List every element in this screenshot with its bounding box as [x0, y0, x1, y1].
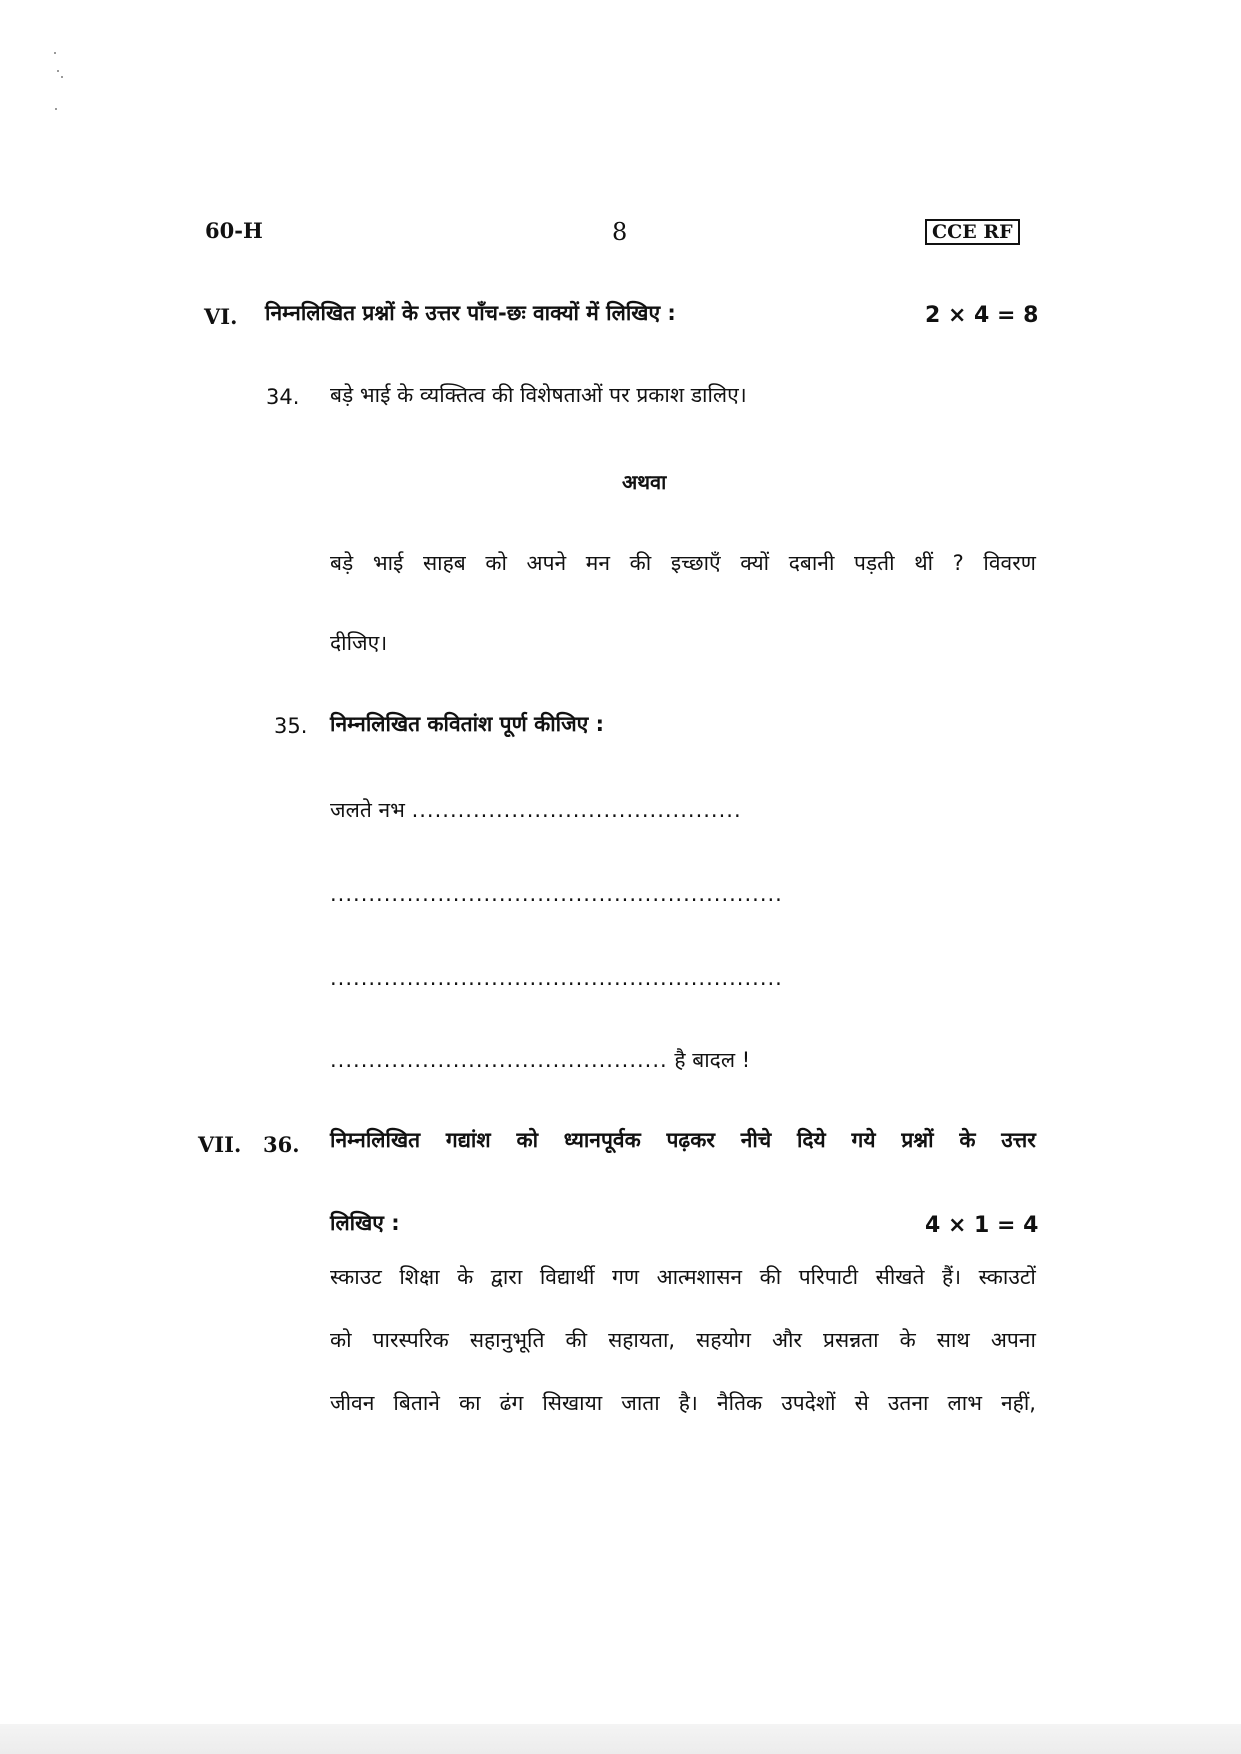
passage-line-3-word: उतना: [887, 1391, 929, 1415]
passage-line-1-word: स्काउटों: [978, 1265, 1036, 1289]
q34-alt-line1-word: ?: [952, 551, 964, 575]
q34-alt-line1-word: बड़े: [330, 551, 354, 575]
q36-instruction-line1: [330, 1130, 1036, 1151]
passage-line-3-word: उपदेशों: [781, 1391, 836, 1415]
passage-line-2-word: प्रसन्नता: [823, 1328, 879, 1352]
poem-line-1: [330, 800, 742, 821]
passage-line-3-word: से: [854, 1391, 869, 1415]
poem-line-4-end: है बादल !: [674, 1048, 751, 1072]
poem-line-1-start: जलते नभ: [330, 798, 405, 822]
passage-line-2-word: अपना: [990, 1328, 1036, 1352]
passage-line-3: [330, 1393, 1036, 1414]
poem-line-3-dots: ...........................................................: [330, 966, 783, 990]
passage-line-1-word: के: [457, 1265, 474, 1289]
passage-line-1-word: आत्मशासन: [656, 1265, 743, 1289]
section-vi-instruction: निम्नलिखित प्रश्नों के उत्तर पाँच-छः वाक्यों में लिखिए :: [265, 301, 676, 325]
q34-text: बड़े भाई के व्यक्तित्व की विशेषताओं पर प्रकाश डालिए।: [330, 383, 747, 407]
q36-instruction-line1-word: दिये: [796, 1128, 826, 1152]
section-vii-marks: 4 × 1 = 4: [925, 1213, 1039, 1238]
q35-text: निम्नलिखित कवितांश पूर्ण कीजिए :: [330, 712, 604, 736]
passage-line-1-word: की: [759, 1265, 782, 1289]
passage-line-3-word: बिताने: [393, 1391, 440, 1415]
q34-alt-line1-word: थीं: [914, 551, 934, 575]
series-badge: CCE RF: [925, 219, 1020, 245]
q34-or-label: अथवा: [622, 470, 667, 494]
q36-instruction-line1-word: नीचे: [740, 1128, 772, 1152]
poem-line-4: [330, 1050, 750, 1071]
passage-line-2-word: की: [565, 1328, 588, 1352]
section-vi-number: VI.: [204, 304, 238, 329]
passage-line-2-word: सहायता,: [608, 1328, 676, 1352]
passage-line-1: [330, 1267, 1036, 1288]
passage-line-2: [330, 1330, 1036, 1351]
q34-alt-line1: [330, 553, 1036, 574]
q36-instruction-line1-word: पढ़कर: [666, 1128, 715, 1152]
section-vii-number: VII.: [198, 1132, 242, 1157]
q34-alt-line1-word: क्यों: [740, 551, 770, 575]
passage-line-3-word: है।: [678, 1391, 698, 1415]
q34-alt-line1-word: साहब: [422, 551, 466, 575]
q34-alt-line1-word: को: [485, 551, 507, 575]
passage-line-2-word: पारस्परिक: [372, 1328, 449, 1352]
q34-alt-line1-word: पड़ती: [854, 551, 895, 575]
q36-instruction-line1-word: प्रश्नों: [901, 1128, 934, 1152]
q36-instruction-line1-word: निम्नलिखित: [330, 1128, 421, 1152]
passage-line-2-word: को: [330, 1328, 352, 1352]
poem-line-4-dots: ............................................: [330, 1048, 668, 1072]
passage-line-1-word: शिक्षा: [399, 1265, 440, 1289]
q34-alt-line1-word: मन: [585, 551, 611, 575]
passage-line-3-word: नहीं,: [1001, 1391, 1036, 1415]
poem-line-2-dots: ...........................................................: [330, 882, 783, 906]
passage-line-3-word: ढंग: [499, 1391, 524, 1415]
q36-instruction-line1-word: गद्यांश: [445, 1128, 491, 1152]
q34-alt-line1-word: दबानी: [788, 551, 835, 575]
passage-line-3-word: जीवन: [330, 1391, 375, 1415]
q34-alt-line1-word: विवरण: [983, 551, 1036, 575]
passage-line-2-word: सहानुभूति: [469, 1328, 545, 1352]
passage-line-1-word: स्काउट: [330, 1265, 382, 1289]
scan-bottom-edge: [0, 1724, 1241, 1754]
q34-alt-line1-word: की: [629, 551, 652, 575]
q34-alt-line1-word: अपने: [526, 551, 567, 575]
q34-alt-line1-word: इच्छाएँ: [670, 551, 721, 575]
passage-line-2-word: और: [771, 1328, 803, 1352]
passage-line-1-word: द्वारा: [490, 1265, 523, 1289]
q35-number: 35.: [274, 714, 308, 738]
q36-instruction-line2: लिखिए :: [330, 1211, 400, 1235]
passage-line-3-word: नैतिक: [716, 1391, 763, 1415]
passage-line-1-word: विद्यार्थी: [539, 1265, 595, 1289]
passage-line-1-word: हैं।: [941, 1265, 962, 1289]
paper-code: 60-H: [205, 218, 263, 243]
q36-instruction-line1-word: के: [959, 1128, 976, 1152]
q34-alt-line1-word: भाई: [372, 551, 404, 575]
passage-line-3-word: जाता: [621, 1391, 660, 1415]
q36-instruction-line1-word: उत्तर: [1001, 1128, 1036, 1152]
scan-specks: [52, 52, 66, 112]
passage-line-2-word: के: [899, 1328, 916, 1352]
q34-number: 34.: [266, 385, 300, 409]
passage-line-1-word: गण: [612, 1265, 640, 1289]
passage-line-1-word: परिपाटी: [798, 1265, 859, 1289]
passage-line-3-word: का: [458, 1391, 481, 1415]
passage-line-1-word: सीखते: [875, 1265, 925, 1289]
q36-instruction-line1-word: गये: [851, 1128, 876, 1152]
q34-alt-line2: दीजिए।: [330, 631, 388, 655]
q36-instruction-line1-word: ध्यानपूर्वक: [563, 1128, 641, 1152]
q36-instruction-line1-word: को: [516, 1128, 539, 1152]
page-number: 8: [612, 218, 628, 246]
passage-line-3-word: सिखाया: [542, 1391, 603, 1415]
passage-line-2-word: साथ: [936, 1328, 970, 1352]
q36-number: 36.: [263, 1132, 300, 1157]
section-vi-marks: 2 × 4 = 8: [925, 303, 1039, 328]
poem-line-1-dots: ...........................................: [411, 798, 742, 822]
passage-line-2-word: सहयोग: [696, 1328, 751, 1352]
passage-line-3-word: लाभ: [947, 1391, 982, 1415]
